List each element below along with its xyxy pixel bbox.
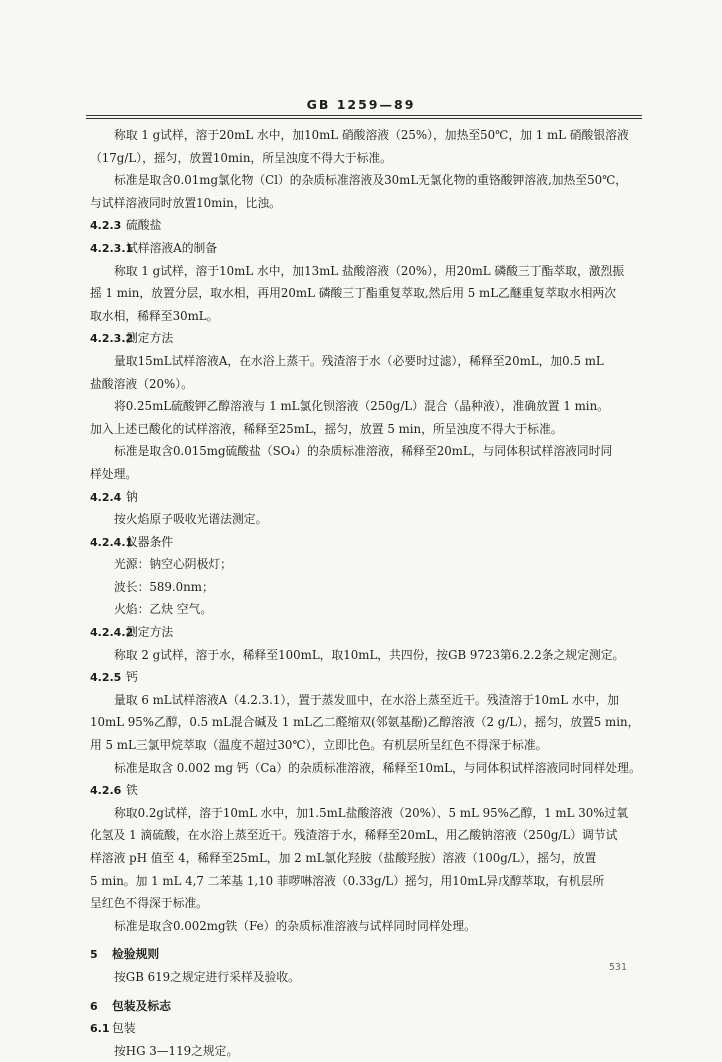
standard-header: GB 1259—89 (306, 97, 416, 112)
text-line: 按火焰原子吸收光谱法测定。 (114, 512, 268, 527)
section-heading: 4.2.4 钠 (90, 489, 138, 504)
text-line: 取水相，稀释至30mL。 (90, 308, 219, 323)
section-heading: 4.2.5 钙 (90, 670, 138, 685)
section-heading: 4.2.3 硫酸盐 (90, 218, 162, 233)
section-heading: 6.1 包装 (90, 1021, 136, 1036)
text-line: 光源：钠空心阴极灯； (114, 557, 232, 572)
text-line: 量取15mL试样溶液A，在水浴上蒸干。残渣溶于水（必要时过滤），稀释至20mL，加0.5 mL (114, 353, 604, 368)
text-line: 标准是取含0.002mg铁（Fe）的杂质标准溶液与试样同时同样处理。 (114, 918, 476, 933)
text-line: 用 5 mL三氯甲烷萃取（温度不超过30℃），立即比色。有机层所呈红色不得深于标准。 (90, 738, 548, 753)
section-heading: 4.2.3.1试样溶液A的制备 (90, 240, 218, 255)
section-heading: 4.2.4.1仪器条件 (90, 534, 174, 549)
text-line: 火焰：乙炔 空气。 (114, 602, 213, 617)
header-rule (86, 118, 642, 119)
text-line: 与试样溶液同时放置10min，比浊。 (90, 195, 281, 210)
text-line: 称取 2 g试样，溶于水，稀释至100mL，取10mL，共四份，按GB 9723第6.2.2条之规定测定。 (114, 647, 625, 662)
text-line: （17g/L），摇匀，放置10min，所呈浊度不得大于标准。 (90, 150, 392, 165)
text-line: 盐酸溶液（20%）。 (90, 376, 193, 391)
document-body (90, 124, 646, 1062)
section-heading: 4.2.6 铁 (90, 783, 138, 798)
text-line: 标准是取含 0.002 mg 钙（Ca）的杂质标准溶液，稀释至10mL，与同体积试样溶液同时同样处理。 (114, 760, 641, 775)
text-line: 10mL 95%乙醇，0.5 mL混合碱及 1 mL乙二醛缩双(邻氨基酚)乙醇溶液（2 g/L），摇匀，放置5 min， (90, 715, 640, 730)
text-line: 称取 1 g试样，溶于10mL 水中，加13mL 盐酸溶液（20%），用20mL 磷酸三丁酯萃取，激烈振 (114, 263, 625, 278)
header-rule (86, 115, 642, 116)
text-line: 波长：589.0nm； (114, 579, 214, 594)
text-line: 标准是取含0.015mg硫酸盐（SO₄）的杂质标准溶液，稀释至20mL，与同体积试样溶液同时同 (114, 444, 613, 459)
page-number: 531 (608, 962, 627, 973)
text-line: 样溶液 pH 值至 4，稀释至25mL，加 2 mL氯化羟胺（盐酸羟胺）溶液（100g/L），摇匀，放置 (90, 851, 597, 865)
text-line: 将0.25mL硫酸钾乙醇溶液与 1 mL氯化钡溶液（250g/L）混合（晶种液），准确放置 1 min。 (114, 399, 609, 414)
section-heading: 6 包装及标志 (90, 998, 171, 1013)
section-heading: 4.2.4.2测定方法 (90, 625, 174, 640)
text-line: 化氢及 1 滴硫酸，在水浴上蒸至近干。残渣溶于水，稀释至20mL，用乙酸钠溶液（250g/L）调节试 (90, 828, 618, 843)
text-line: 样处理。 (90, 466, 138, 481)
text-line: 称取 1 g试样，溶于20mL 水中，加10mL 硝酸溶液（25%），加热至50℃，加 1 mL 硝酸银溶液 (114, 128, 629, 142)
text-line: 摇 1 min，放置分层，取水相，再用20mL 磷酸三丁酯重复萃取,然后用 5 mL乙醚重复萃取水相两次 (90, 286, 617, 301)
text-line: 按GB 619之规定进行采样及验收。 (114, 969, 300, 984)
text-line: 称取0.2g试样，溶于10mL 水中，加1.5mL盐酸溶液（20%）、5 mL 95%乙醇，1 mL 30%过氧 (114, 805, 629, 820)
text-line: 按HG 3—119之规定。 (114, 1043, 239, 1058)
section-heading: 4.2.3.2测定方法 (90, 331, 174, 346)
text-line: 标准是取含0.01mg氯化物（Cl）的杂质标准溶液及30mL无氯化物的重铬酸钾溶液,加热至50℃， (114, 173, 628, 188)
text-line: 呈红色不得深于标准。 (90, 896, 208, 911)
text-line: 量取 6 mL试样溶液A（4.2.3.1），置于蒸发皿中，在水浴上蒸至近干。残渣溶于10mL 水中，加 (114, 692, 619, 707)
text-line: 5 min。加 1 mL 4,7 二苯基 1,10 菲啰啉溶液（0.33g/L）摇匀，用10mL异戊醇萃取，有机层所 (90, 873, 605, 888)
text-line: 加入上述已酸化的试样溶液，稀释至25mL，摇匀，放置 5 min，所呈浊度不得大于标准。 (90, 421, 563, 436)
section-heading: 5 检验规则 (90, 947, 160, 962)
